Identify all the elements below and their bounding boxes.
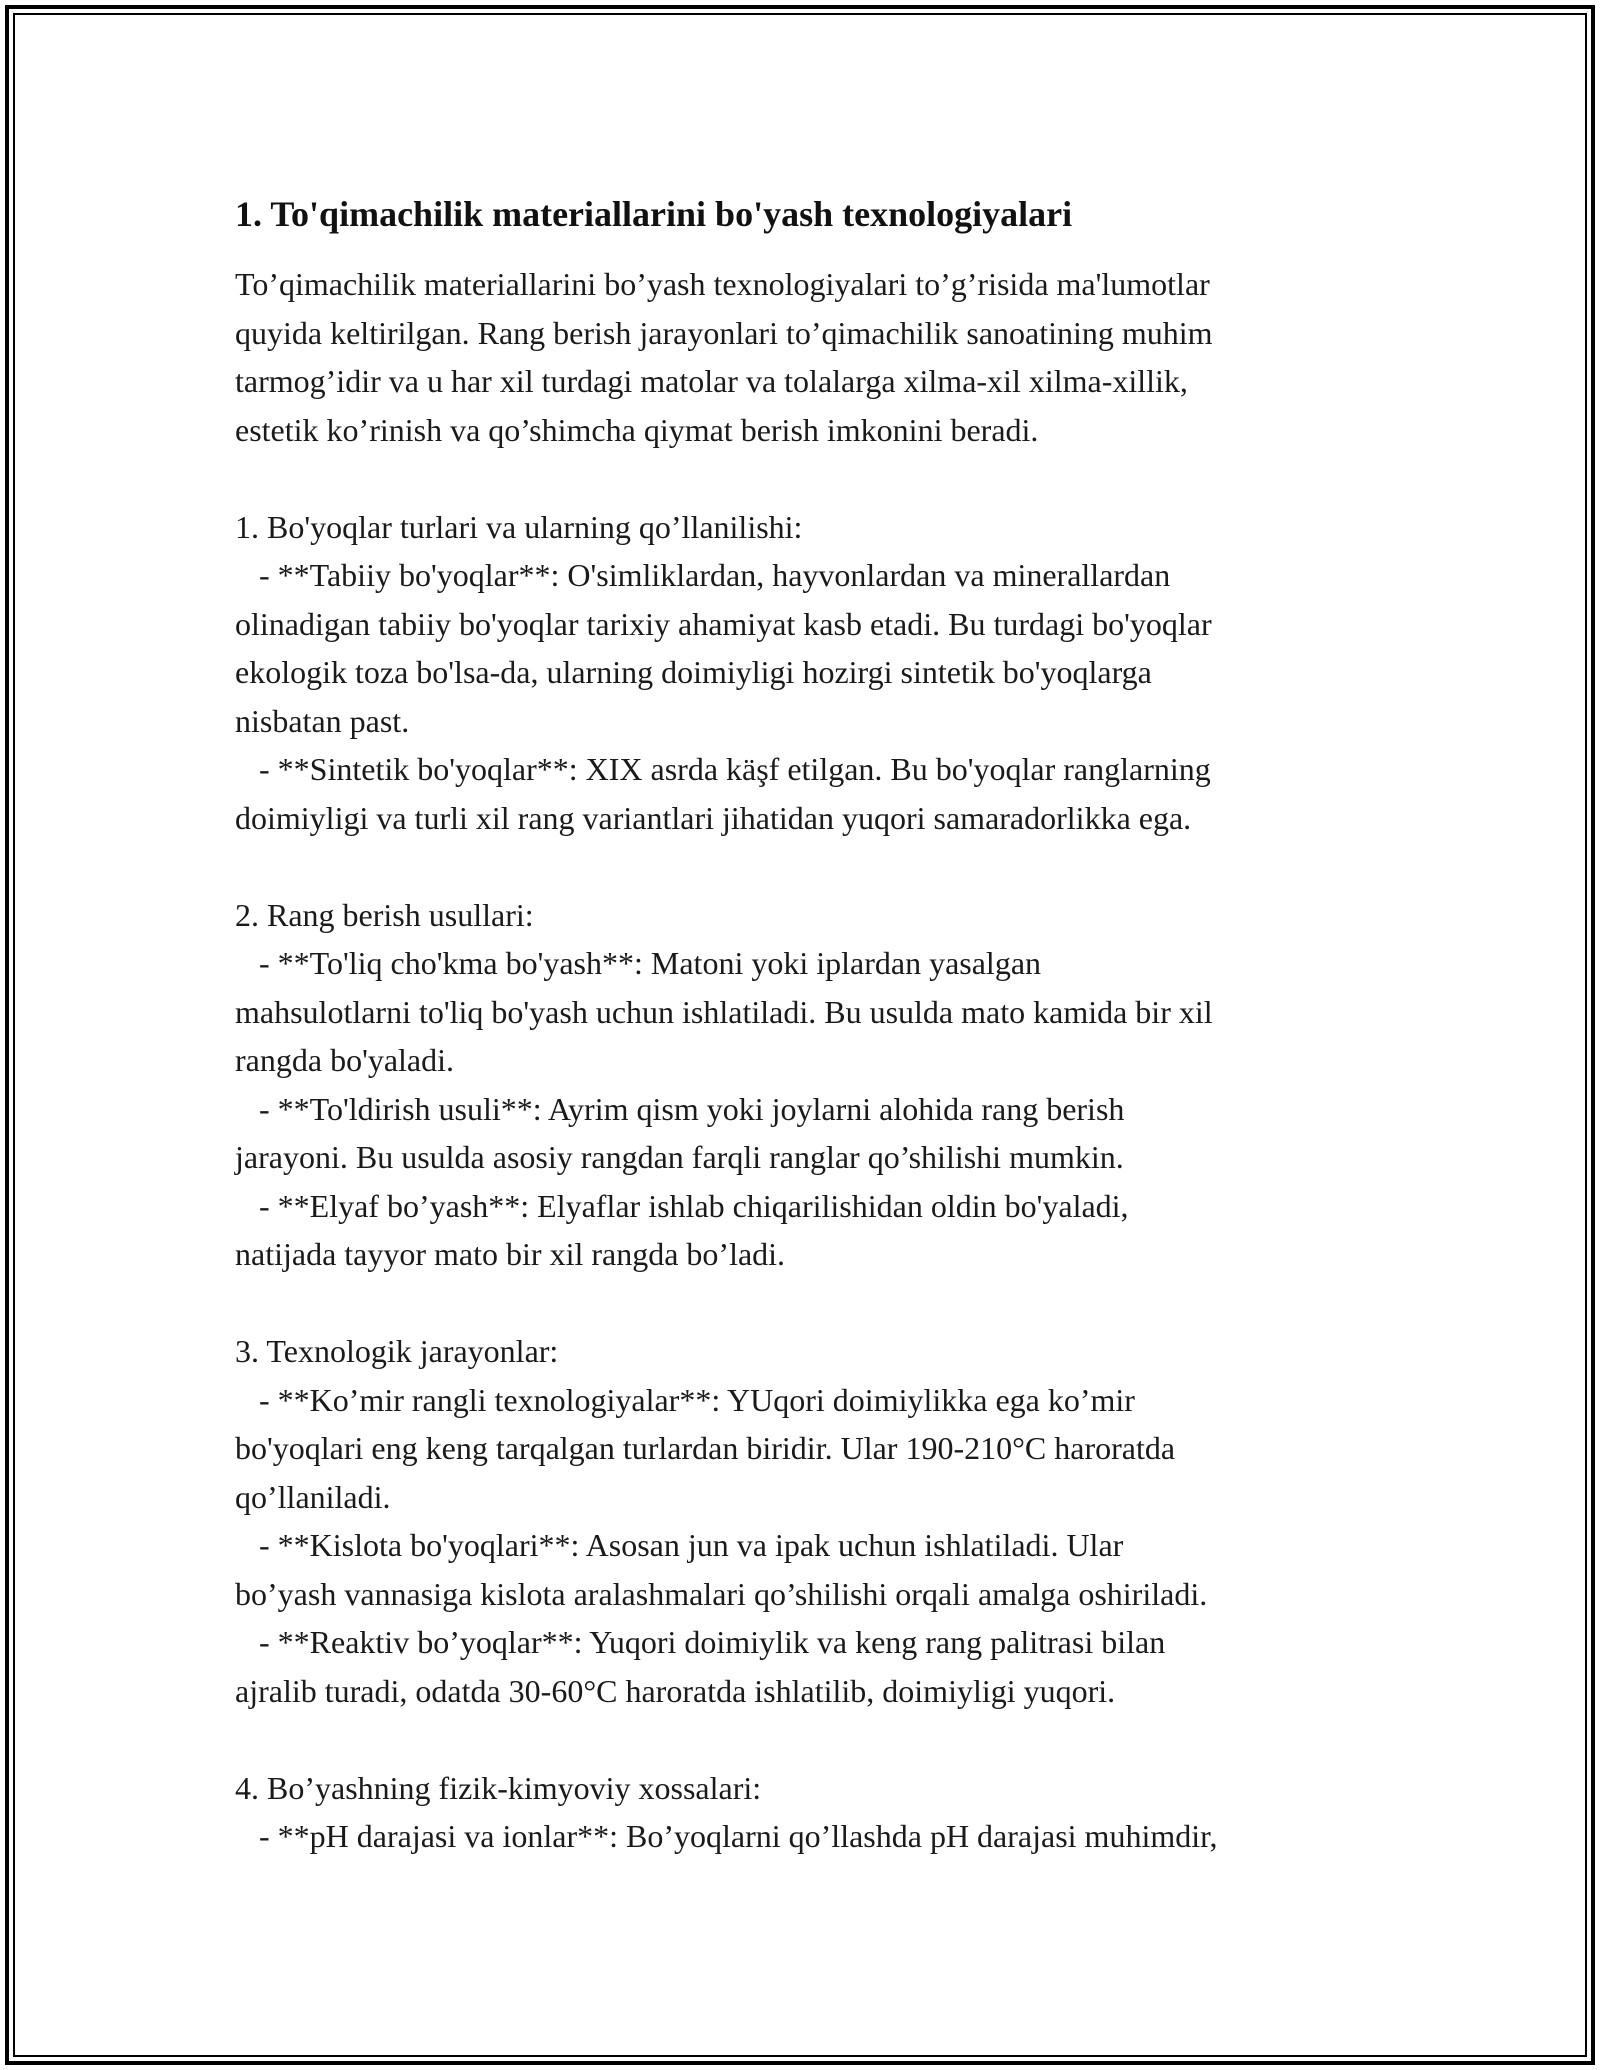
section-physicochemical-properties: [235, 1764, 1385, 1861]
list-item: - **Sintetik bo'yoqlar**: XIX asrda käşf etilgan. Bu bo'yoqlar ranglarning doimiyligi va turli xil rang variantlari jihatidan yuqori samaradorlikka ega.: [235, 751, 1211, 836]
list-item: - **To'liq cho'kma bo'yash**: Matoni yoki iplardan yasalgan mahsulotlarni to'liq bo'yash uchun ishlatiladi. Bu usulda mato kamida bir xil rangda bo'yaladi.: [235, 945, 1213, 1078]
intro-paragraph: To’qimachilik materiallarini bo’yash texnologiyalari to’g’risida ma'lumotlar quyida keltirilgan. Rang berish jarayonlari to’qimachilik sanoatining muhim tarmog’idir va u har xil turdagi matolar va tolalarga xilma-xil xilma-xillik, estetik ko’rinish va qo’shimcha qiymat berish imkonini beradi.: [235, 266, 1213, 448]
section-coloring-methods: [235, 891, 1385, 1279]
section-heading: 3. Texnologik jarayonlar:: [235, 1333, 559, 1369]
section-dye-types: [235, 503, 1385, 843]
section-heading: 4. Bo’yashning fizik-kimyoviy xossalari:: [235, 1769, 762, 1806]
list-item: - **To'ldirish usuli**: Ayrim qism yoki joylarni alohida rang berish jarayoni. Bu usulda asosiy rangdan farqli ranglar qo’shilishi mumkin.: [235, 1090, 1125, 1175]
list-item: - **Kislota bo'yoqlari**: Asosan jun va ipak uchun ishlatiladi. Ular bo’yash vannasiga kislota aralashmalari qo’shilishi orqali amalga oshiriladi.: [235, 1527, 1208, 1612]
list-item: - **Reaktiv bo’yoqlar**: Yuqori doimiylik va keng rang palitrasi bilan ajralib turadi, odatda 30-60°C haroratda ishlatilib, doimiyligi yuqori.: [235, 1624, 1166, 1709]
section-heading: 2. Rang berish usullari:: [235, 896, 534, 933]
document-title: 1. To'qimachilik materiallarini bo'yash texnologiyalari: [235, 194, 1073, 234]
document-body: [235, 186, 1385, 1861]
section-technological-processes: [235, 1327, 1385, 1715]
list-item: - **pH darajasi va ionlar**: Bo’yoqlarni qo’llashda pH darajasi muhimdir,: [235, 1818, 1218, 1854]
list-item: - **Ko’mir rangli texnologiyalar**: YUqori doimiylikka ega ko’mir bo'yoqlari eng keng tarqalgan turlardan biridir. Ular 190-210°C haroratda qo’llaniladi.: [235, 1381, 1176, 1515]
list-item: - **Elyaf bo’yash**: Elyaflar ishlab chiqarilishidan oldin bo'yaladi, natijada tayyor mato bir xil rangda bo’ladi.: [235, 1187, 1129, 1272]
section-heading: 1. Bo'yoqlar turlari va ularning qo’llanilishi:: [235, 508, 803, 545]
list-item: - **Tabiiy bo'yoqlar**: O'simliklardan, hayvonlardan va minerallardan olinadigan tabiiy bo'yoqlar tarixiy ahamiyat kasb etadi. Bu turdagi bo'yoqlar ekologik toza bo'lsa-da, ularning doimiyligi hozirgi sintetik bo'yoqlarga nisbatan past.: [235, 557, 1212, 739]
